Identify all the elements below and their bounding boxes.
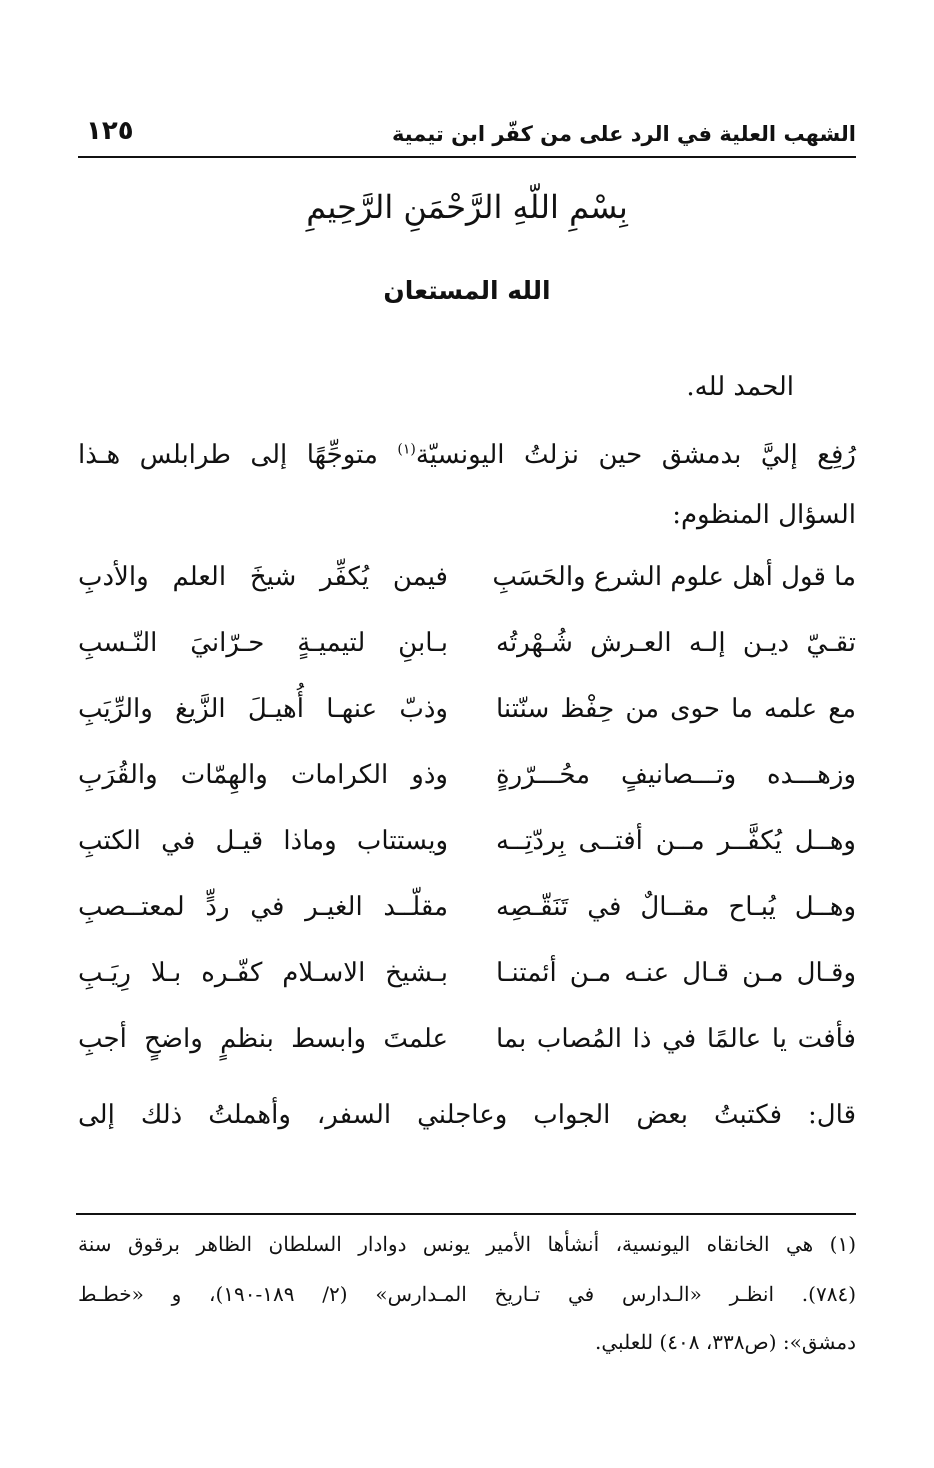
verse-first-hemistich: وزهـــده وتـــصانيفٍ محُـــرّرةٍ — [496, 760, 856, 790]
verse-row — [78, 562, 856, 608]
intro-text-a: رُفِع إليَّ بدمشق حين نزلتُ اليونسيّة — [415, 440, 856, 470]
page-number: ١٢٥ — [86, 116, 134, 146]
intro-line-2: السؤال المنظوم: — [672, 500, 856, 530]
verse-row — [78, 694, 856, 740]
verse-row — [78, 826, 856, 872]
intro-text-b: متوجِّهًا إلى طرابلس هـذا — [78, 440, 398, 470]
basmala-calligraphy: بِسْمِ اللّهِ الرَّحْمَنِ الرَّحِيمِ — [306, 188, 628, 226]
verse-row — [78, 958, 856, 1004]
verse-first-hemistich: وهــل يُبـاح مقــالٌ في تَنَقّـصِه — [496, 892, 856, 922]
verse-second-hemistich: مقلّــد الغيـر في ردٍّ لمعتــصبِ — [78, 892, 448, 922]
footnote-line-1: (١) هي الخانقاه اليونسية، أنشأها الأمير يونس دوادار السلطان الظاهر برقوق سنة — [78, 1232, 856, 1256]
verse-first-hemistich: فأفت يا عالمًا في ذا المُصاب بما — [496, 1024, 856, 1054]
footnote-divider — [76, 1213, 856, 1215]
verse-second-hemistich: فيمن يُكفِّر شيخَ العلم والأدبِ — [78, 562, 448, 592]
footnote-marker: (١) — [397, 441, 416, 458]
verse-row — [78, 892, 856, 938]
header-divider — [78, 156, 856, 158]
running-header-title: الشهب العلية في الرد على من كفّر ابن تيمية — [391, 122, 856, 146]
verse-first-hemistich: مع علمه ما حوى من حِفْظ سنّتنا — [496, 694, 856, 724]
verse-second-hemistich: وذبّ عنهـا أُهيـلَ الزَّيغ والرِّيَبِ — [78, 694, 448, 724]
intro-line-1 — [78, 440, 856, 470]
verse-second-hemistich: بـشيخ الاسـلام كفّـره بـلا رِيَـبِ — [78, 958, 448, 988]
verse-first-hemistich: تقـيّ ديـن إلـه العـرش شُـهْرتُه — [496, 628, 856, 658]
verse-second-hemistich: ويستتاب وماذا قيـل في الكتبِ — [78, 826, 448, 856]
verse-first-hemistich: ما قول أهل علوم الشرع والحَسَبِ — [492, 562, 856, 592]
verse-second-hemistich: وذو الكرامات والهِمّات والقُرَبِ — [78, 760, 448, 790]
praise-line: الحمد لله. — [686, 372, 794, 402]
footnote-line-3: دمشق»: (ص٣٣٨، ٤٠٨) للعلبي. — [595, 1330, 856, 1354]
footnote-line-2: (٧٨٤). انظـر «الـدارس في تـاريخ المـدارس» (٢/ ١٨٩-١٩٠)، و «خطـط — [78, 1282, 856, 1306]
verse-first-hemistich: وهــل يُكفَّــر مــن أفتــى بِردّتِــه — [496, 826, 856, 856]
verse-first-hemistich: وقـال مـن قـال عنـه مـن أئمتنـا — [496, 958, 856, 988]
verse-second-hemistich: بـابنِ لتيميـةٍ حـرّانيَ النّـسبِ — [78, 628, 448, 658]
verse-row — [78, 1024, 856, 1070]
section-subtitle: الله المستعان — [383, 276, 551, 305]
verse-row — [78, 628, 856, 674]
verse-row — [78, 760, 856, 806]
closing-paragraph: قال: فكتبتُ بعض الجواب وعاجلني السفر، وأهملتُ ذلك إلى — [78, 1100, 856, 1130]
verse-second-hemistich: علمتَ وابسط بنظمٍ واضحٍ أجبِ — [78, 1024, 448, 1054]
